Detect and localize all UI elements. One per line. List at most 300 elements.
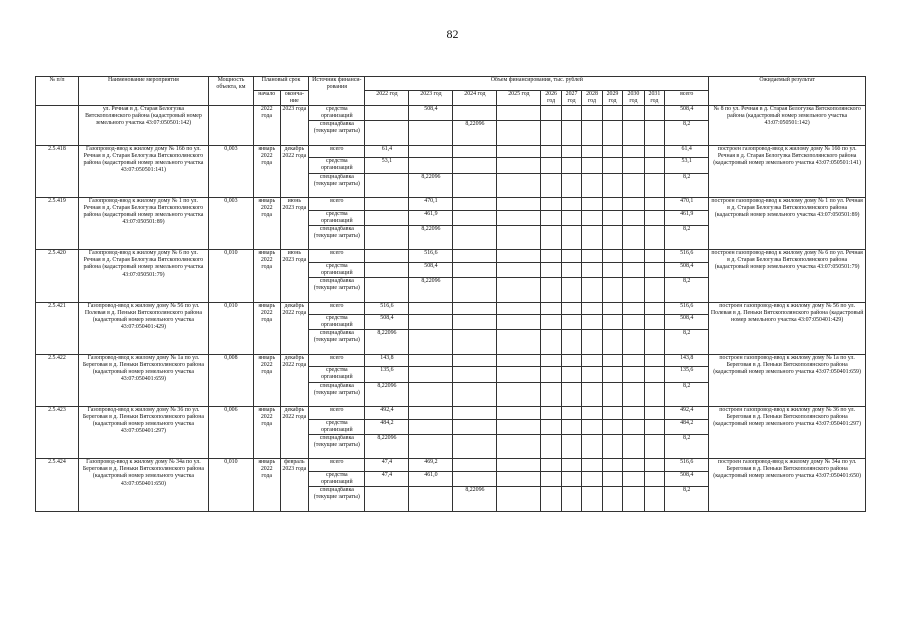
value-empty bbox=[644, 106, 664, 121]
value-empty bbox=[541, 367, 561, 382]
value-total: 484,2 bbox=[665, 419, 709, 434]
value-empty bbox=[497, 471, 541, 486]
value-empty bbox=[541, 225, 561, 250]
value-2024 bbox=[453, 278, 497, 303]
value-empty bbox=[561, 106, 581, 121]
value-empty bbox=[644, 225, 664, 250]
value-empty bbox=[561, 330, 581, 355]
source-label: спецнадбавка (текущие затраты) bbox=[309, 278, 365, 303]
value-empty bbox=[644, 145, 664, 158]
value-empty bbox=[644, 315, 664, 330]
table-row bbox=[36, 145, 866, 158]
value-empty bbox=[602, 210, 622, 225]
value-empty bbox=[497, 158, 541, 173]
value-empty bbox=[541, 459, 561, 472]
header-year: 2031 год bbox=[644, 91, 664, 106]
capacity-value bbox=[208, 106, 253, 146]
value-2024 bbox=[453, 145, 497, 158]
capacity-value: 0,006 bbox=[208, 407, 253, 459]
value-total: 135,6 bbox=[665, 367, 709, 382]
value-2024 bbox=[453, 250, 497, 263]
value-empty bbox=[623, 173, 644, 198]
header-year: 2027 год bbox=[561, 91, 581, 106]
value-empty bbox=[623, 106, 644, 121]
value-empty bbox=[541, 487, 561, 512]
value-empty bbox=[644, 121, 664, 146]
value-empty bbox=[541, 278, 561, 303]
value-empty bbox=[582, 382, 602, 407]
value-2024 bbox=[453, 367, 497, 382]
value-empty bbox=[623, 121, 644, 146]
value-empty bbox=[644, 158, 664, 173]
value-2023: 8,22096 bbox=[409, 173, 453, 198]
value-2024 bbox=[453, 407, 497, 420]
value-2022 bbox=[365, 198, 409, 211]
value-empty bbox=[582, 278, 602, 303]
expected-result: построен газопровод-ввод к жилому дому № 36 по ул. Береговая в д. Пеньки Вятскополянского района (кадастровый номер земельного участка 43:07:050401:297) bbox=[709, 407, 866, 459]
value-2023 bbox=[409, 487, 453, 512]
header-year: 2022 год bbox=[365, 91, 409, 106]
source-label: всего bbox=[309, 459, 365, 472]
value-empty bbox=[541, 198, 561, 211]
end-date: декабрь 2022 года bbox=[280, 354, 309, 406]
value-2022: 492,4 bbox=[365, 407, 409, 420]
value-empty bbox=[497, 145, 541, 158]
value-2024 bbox=[453, 158, 497, 173]
value-empty bbox=[582, 407, 602, 420]
table-row bbox=[36, 198, 866, 211]
value-empty bbox=[602, 225, 622, 250]
source-label: средства организаций bbox=[309, 419, 365, 434]
value-empty bbox=[602, 487, 622, 512]
value-2022 bbox=[365, 121, 409, 146]
value-2022: 8,22096 bbox=[365, 330, 409, 355]
value-empty bbox=[602, 471, 622, 486]
value-2022 bbox=[365, 262, 409, 277]
value-empty bbox=[602, 278, 622, 303]
value-empty bbox=[497, 262, 541, 277]
value-total: 8,2 bbox=[665, 330, 709, 355]
value-2022 bbox=[365, 278, 409, 303]
value-empty bbox=[623, 407, 644, 420]
value-empty bbox=[644, 434, 664, 459]
value-total: 61,4 bbox=[665, 145, 709, 158]
value-empty bbox=[582, 330, 602, 355]
value-empty bbox=[497, 302, 541, 315]
table-row bbox=[36, 459, 866, 472]
value-total: 516,6 bbox=[665, 459, 709, 472]
value-empty bbox=[561, 250, 581, 263]
header-year: 2023 год bbox=[409, 91, 453, 106]
value-2024 bbox=[453, 459, 497, 472]
value-empty bbox=[561, 302, 581, 315]
value-total: 461,9 bbox=[665, 210, 709, 225]
source-label: спецнадбавка (текущие затраты) bbox=[309, 487, 365, 512]
row-number: 2.5.419 bbox=[36, 198, 79, 250]
value-empty bbox=[602, 407, 622, 420]
value-2024 bbox=[453, 434, 497, 459]
row-number: 2.5.422 bbox=[36, 354, 79, 406]
value-empty bbox=[541, 106, 561, 121]
value-2022: 508,4 bbox=[365, 315, 409, 330]
start-date: январь 2022 года bbox=[253, 459, 280, 511]
value-empty bbox=[561, 471, 581, 486]
value-empty bbox=[541, 330, 561, 355]
expected-result: построен газопровод-ввод к жилому дому № 34а по ул. Береговая в д. Пеньки Вятскополянского района (кадастровый номер земельного участка 43:07:050401:650) bbox=[709, 459, 866, 511]
source-label: спецнадбавка (текущие затраты) bbox=[309, 434, 365, 459]
value-2022 bbox=[365, 210, 409, 225]
source-label: всего bbox=[309, 407, 365, 420]
value-empty bbox=[582, 210, 602, 225]
value-2022: 53,1 bbox=[365, 158, 409, 173]
measure-name: Газопровод-ввод к жилому дому № 56 по ул. Полевая в д. Пеньки Вятскополянского района (кадастровый номер земельного участка 43:07:050401:429) bbox=[78, 302, 208, 354]
value-2023: 508,4 bbox=[409, 262, 453, 277]
value-empty bbox=[623, 367, 644, 382]
value-empty bbox=[561, 367, 581, 382]
value-empty bbox=[602, 459, 622, 472]
value-empty bbox=[561, 198, 581, 211]
value-2022: 143,8 bbox=[365, 354, 409, 367]
value-empty bbox=[561, 419, 581, 434]
value-total: 508,4 bbox=[665, 471, 709, 486]
value-empty bbox=[623, 262, 644, 277]
value-2024 bbox=[453, 198, 497, 211]
value-empty bbox=[561, 262, 581, 277]
value-empty bbox=[602, 302, 622, 315]
value-empty bbox=[644, 210, 664, 225]
source-label: всего bbox=[309, 302, 365, 315]
expected-result: построен газопровод-ввод к жилому дому № 56 по ул. Полевая в д. Пеньки Вятскополянского района (кадастровый номер земельного участка 43:07:050401:429) bbox=[709, 302, 866, 354]
start-date: январь 2022 года bbox=[253, 145, 280, 197]
source-label: средства организаций bbox=[309, 315, 365, 330]
value-empty bbox=[497, 225, 541, 250]
header-name: Наименование мероприятия bbox=[78, 77, 208, 106]
value-total: 508,4 bbox=[665, 315, 709, 330]
value-empty bbox=[623, 354, 644, 367]
table-row bbox=[36, 354, 866, 367]
value-empty bbox=[623, 315, 644, 330]
value-empty bbox=[644, 250, 664, 263]
value-empty bbox=[541, 419, 561, 434]
end-date: июнь 2023 года bbox=[280, 198, 309, 250]
value-empty bbox=[623, 471, 644, 486]
value-2023 bbox=[409, 302, 453, 315]
value-empty bbox=[561, 434, 581, 459]
value-empty bbox=[644, 382, 664, 407]
value-total: 8,2 bbox=[665, 173, 709, 198]
value-total: 8,2 bbox=[665, 225, 709, 250]
value-total: 508,4 bbox=[665, 106, 709, 121]
value-empty bbox=[582, 106, 602, 121]
value-empty bbox=[541, 315, 561, 330]
value-2024 bbox=[453, 106, 497, 121]
value-2024 bbox=[453, 330, 497, 355]
value-2023 bbox=[409, 434, 453, 459]
value-2023: 516,6 bbox=[409, 250, 453, 263]
source-label: средства организаций bbox=[309, 106, 365, 121]
value-2024: 8,22096 bbox=[453, 487, 497, 512]
value-empty bbox=[623, 382, 644, 407]
value-total: 8,2 bbox=[665, 434, 709, 459]
value-empty bbox=[644, 367, 664, 382]
value-empty bbox=[623, 145, 644, 158]
value-2022: 135,6 bbox=[365, 367, 409, 382]
value-empty bbox=[561, 278, 581, 303]
value-total: 516,6 bbox=[665, 302, 709, 315]
value-empty bbox=[582, 354, 602, 367]
source-label: спецнадбавка (текущие затраты) bbox=[309, 382, 365, 407]
value-empty bbox=[644, 419, 664, 434]
header-year: 2028 год bbox=[582, 91, 602, 106]
value-2022: 47,4 bbox=[365, 459, 409, 472]
value-empty bbox=[582, 434, 602, 459]
header-year: 2024 год bbox=[453, 91, 497, 106]
value-total: 508,4 bbox=[665, 262, 709, 277]
value-empty bbox=[602, 419, 622, 434]
value-empty bbox=[497, 407, 541, 420]
header-total: всего bbox=[665, 91, 709, 106]
value-empty bbox=[582, 250, 602, 263]
value-2022 bbox=[365, 173, 409, 198]
value-2023 bbox=[409, 382, 453, 407]
value-2024 bbox=[453, 354, 497, 367]
value-2023 bbox=[409, 315, 453, 330]
value-empty bbox=[623, 210, 644, 225]
value-2024 bbox=[453, 382, 497, 407]
value-empty bbox=[497, 434, 541, 459]
value-empty bbox=[582, 302, 602, 315]
value-empty bbox=[497, 459, 541, 472]
expected-result: № 8 по ул. Речная в д. Старая Белогузка Вятскополянского района (кадастровый номер земельного участка 43:07:050501:142) bbox=[709, 106, 866, 146]
value-total: 8,2 bbox=[665, 382, 709, 407]
value-empty bbox=[602, 145, 622, 158]
value-empty bbox=[561, 145, 581, 158]
start-date: 2022 года bbox=[253, 106, 280, 146]
value-empty bbox=[602, 250, 622, 263]
header-source: Источник финанси-рования bbox=[309, 77, 365, 106]
value-empty bbox=[497, 173, 541, 198]
value-2023 bbox=[409, 121, 453, 146]
value-empty bbox=[644, 198, 664, 211]
measure-name: Газопровод-ввод к жилому дому № 16б по ул. Речная в д. Старая Белогузка Вятскополянского района (кадастровый номер земельного участка 43:07:050501:141) bbox=[78, 145, 208, 197]
value-empty bbox=[623, 419, 644, 434]
value-empty bbox=[582, 487, 602, 512]
header-row-1 bbox=[36, 77, 866, 91]
value-2022: 484,2 bbox=[365, 419, 409, 434]
header-year: 2029 год bbox=[602, 91, 622, 106]
value-empty bbox=[497, 278, 541, 303]
source-label: всего bbox=[309, 198, 365, 211]
value-2024 bbox=[453, 419, 497, 434]
value-empty bbox=[561, 121, 581, 146]
source-label: спецнадбавка (текущие затраты) bbox=[309, 330, 365, 355]
value-empty bbox=[623, 487, 644, 512]
capacity-value: 0,008 bbox=[208, 354, 253, 406]
value-empty bbox=[602, 158, 622, 173]
value-empty bbox=[561, 487, 581, 512]
value-empty bbox=[497, 419, 541, 434]
header-end: оконча-ние bbox=[280, 91, 309, 106]
value-empty bbox=[623, 250, 644, 263]
value-empty bbox=[582, 419, 602, 434]
value-2024 bbox=[453, 302, 497, 315]
value-empty bbox=[541, 158, 561, 173]
value-2023: 508,4 bbox=[409, 106, 453, 121]
source-label: всего bbox=[309, 145, 365, 158]
value-empty bbox=[623, 158, 644, 173]
value-empty bbox=[497, 121, 541, 146]
value-empty bbox=[644, 459, 664, 472]
capacity-value: 0,003 bbox=[208, 145, 253, 197]
value-2023 bbox=[409, 145, 453, 158]
value-empty bbox=[497, 382, 541, 407]
value-empty bbox=[497, 198, 541, 211]
row-number: 2.5.423 bbox=[36, 407, 79, 459]
source-label: спецнадбавка (текущие затраты) bbox=[309, 173, 365, 198]
value-empty bbox=[497, 250, 541, 263]
value-empty bbox=[623, 302, 644, 315]
value-empty bbox=[541, 250, 561, 263]
value-2022: 47,4 bbox=[365, 471, 409, 486]
value-empty bbox=[541, 121, 561, 146]
value-2023: 461,9 bbox=[409, 210, 453, 225]
value-empty bbox=[582, 367, 602, 382]
value-empty bbox=[602, 354, 622, 367]
header-year: 2026 год bbox=[541, 91, 561, 106]
value-empty bbox=[541, 262, 561, 277]
value-empty bbox=[561, 210, 581, 225]
capacity-value: 0,010 bbox=[208, 302, 253, 354]
table-row bbox=[36, 250, 866, 263]
value-2024 bbox=[453, 173, 497, 198]
table-row bbox=[36, 407, 866, 420]
value-2022 bbox=[365, 106, 409, 121]
header-result: Ожидаемый результат bbox=[709, 77, 866, 106]
value-empty bbox=[541, 173, 561, 198]
value-empty bbox=[623, 459, 644, 472]
start-date: январь 2022 года bbox=[253, 407, 280, 459]
measure-name: Газопровод-ввод к жилому дому № 1 по ул. Речная в д. Старая Белогузка Вятскополянского района (кадастровый номер земельного участка 43:07:050501:89) bbox=[78, 198, 208, 250]
source-label: средства организаций bbox=[309, 367, 365, 382]
expected-result: построен газопровод-ввод к жилому дому № 1а по ул. Береговая в д. Пеньки Вятскополянского района (кадастровый номер земельного участка 43:07:050401:659) bbox=[709, 354, 866, 406]
header-capacity: Мощность объекта, км bbox=[208, 77, 253, 106]
value-2024 bbox=[453, 225, 497, 250]
value-2022: 516,6 bbox=[365, 302, 409, 315]
value-empty bbox=[644, 487, 664, 512]
value-empty bbox=[561, 382, 581, 407]
value-empty bbox=[561, 354, 581, 367]
value-empty bbox=[582, 121, 602, 146]
header-year: 2025 год bbox=[497, 91, 541, 106]
value-empty bbox=[623, 330, 644, 355]
value-empty bbox=[602, 198, 622, 211]
row-number: 2.5.421 bbox=[36, 302, 79, 354]
start-date: январь 2022 года bbox=[253, 250, 280, 302]
row-number: 2.5.420 bbox=[36, 250, 79, 302]
measure-name: Газопровод-ввод к жилому дому № 6 по ул. Речная в д. Старая Белогузка Вятскополянского района (кадастровый номер земельного участка 43:07:050501:79) bbox=[78, 250, 208, 302]
page-number: 82 bbox=[446, 27, 459, 41]
value-empty bbox=[623, 434, 644, 459]
end-date: июнь 2023 года bbox=[280, 250, 309, 302]
end-date: февраль 2023 года bbox=[280, 459, 309, 511]
table-body bbox=[36, 106, 866, 511]
value-2024 bbox=[453, 210, 497, 225]
value-empty bbox=[561, 315, 581, 330]
value-empty bbox=[582, 262, 602, 277]
source-label: средства организаций bbox=[309, 210, 365, 225]
value-empty bbox=[602, 330, 622, 355]
value-2022 bbox=[365, 225, 409, 250]
measure-name: Газопровод-ввод к жилому дому № 1а по ул. Береговая в д. Пеньки Вятскополянского района (кадастровый номер земельного участка 43:07:050401:659) bbox=[78, 354, 208, 406]
value-2023 bbox=[409, 158, 453, 173]
value-empty bbox=[582, 459, 602, 472]
value-2023: 8,22096 bbox=[409, 225, 453, 250]
value-total: 470,1 bbox=[665, 198, 709, 211]
value-empty bbox=[561, 459, 581, 472]
value-empty bbox=[644, 278, 664, 303]
value-2023: 470,1 bbox=[409, 198, 453, 211]
source-label: спецнадбавка (текущие затраты) bbox=[309, 121, 365, 146]
value-2022 bbox=[365, 250, 409, 263]
value-empty bbox=[497, 315, 541, 330]
value-empty bbox=[602, 121, 622, 146]
value-empty bbox=[602, 106, 622, 121]
value-empty bbox=[623, 198, 644, 211]
value-empty bbox=[561, 225, 581, 250]
value-2023 bbox=[409, 330, 453, 355]
expected-result: построен газопровод-ввод к жилому дому № 1 по ул. Речная в д. Старая Белогузка Вятскополянского района (кадастровый номер земельного участка 43:07:050501:89) bbox=[709, 198, 866, 250]
value-2022 bbox=[365, 487, 409, 512]
value-empty bbox=[541, 302, 561, 315]
value-empty bbox=[644, 262, 664, 277]
value-empty bbox=[644, 173, 664, 198]
row-number: 2.5.424 bbox=[36, 459, 79, 511]
value-empty bbox=[541, 407, 561, 420]
source-label: средства организаций bbox=[309, 158, 365, 173]
value-empty bbox=[602, 315, 622, 330]
value-empty bbox=[582, 145, 602, 158]
value-empty bbox=[644, 354, 664, 367]
header-num: № п/п bbox=[36, 77, 79, 106]
source-label: спецнадбавка (текущие затраты) bbox=[309, 225, 365, 250]
value-empty bbox=[644, 407, 664, 420]
value-empty bbox=[644, 302, 664, 315]
header-deadline: Плановый срок bbox=[253, 77, 308, 91]
source-label: средства организаций bbox=[309, 262, 365, 277]
value-2023 bbox=[409, 407, 453, 420]
value-empty bbox=[561, 158, 581, 173]
value-empty bbox=[497, 330, 541, 355]
value-2022: 61,4 bbox=[365, 145, 409, 158]
value-2023: 469,2 bbox=[409, 459, 453, 472]
value-total: 53,1 bbox=[665, 158, 709, 173]
value-empty bbox=[541, 471, 561, 486]
row-number: 2.5.418 bbox=[36, 145, 79, 197]
value-empty bbox=[582, 198, 602, 211]
expected-result: построен газопровод-ввод к жилому дому № 6 по ул. Речная в д. Старая Белогузка Вятскополянского района (кадастровый номер земельного участка 43:07:050501:79) bbox=[709, 250, 866, 302]
value-empty bbox=[623, 278, 644, 303]
value-empty bbox=[497, 367, 541, 382]
end-date: декабрь 2022 года bbox=[280, 302, 309, 354]
header-volume: Объем финансирования, тыс. рублей bbox=[365, 77, 709, 91]
table-row bbox=[36, 302, 866, 315]
value-total: 8,2 bbox=[665, 487, 709, 512]
value-empty bbox=[541, 145, 561, 158]
value-empty bbox=[497, 210, 541, 225]
value-2022: 8,22096 bbox=[365, 382, 409, 407]
value-empty bbox=[602, 434, 622, 459]
value-empty bbox=[497, 354, 541, 367]
